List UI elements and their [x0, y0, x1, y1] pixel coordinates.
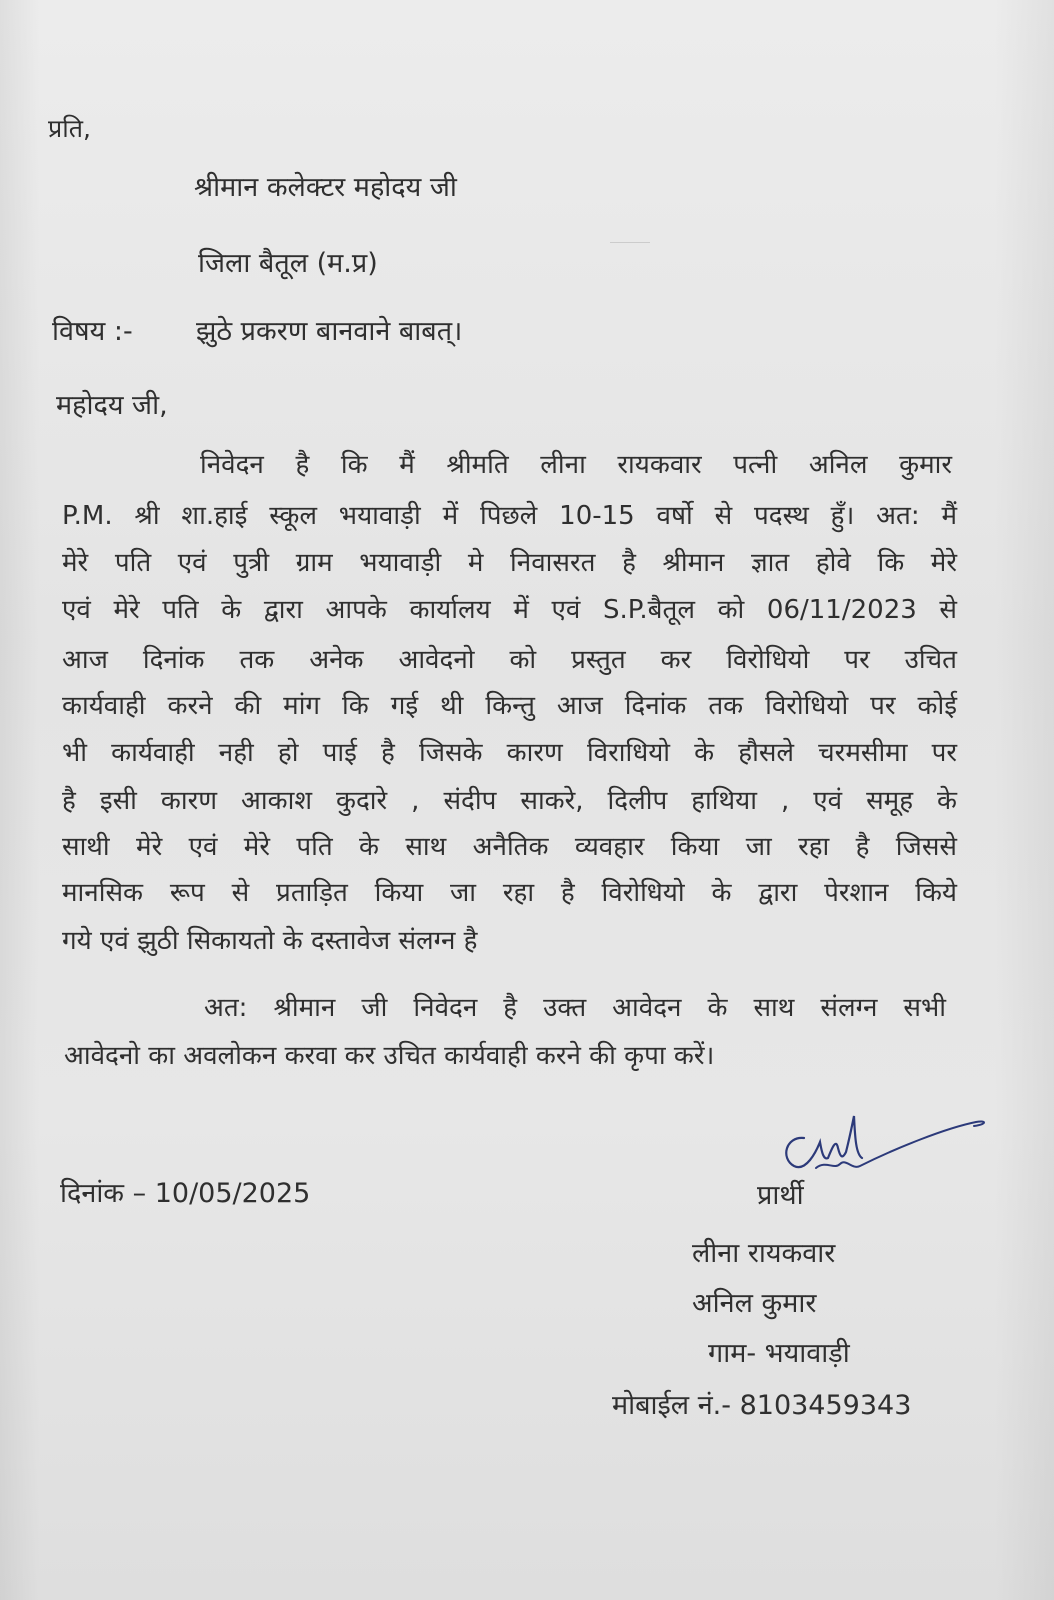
signature-scribble — [776, 1108, 1006, 1188]
date-label: दिनांक – 10/05/2025 — [60, 1178, 311, 1209]
faint-mark — [610, 242, 650, 243]
applicant-name-1: लीना रायकवार — [692, 1238, 836, 1269]
mobile-number: मोबाईल नं.- 8103459343 — [612, 1390, 912, 1421]
body-line: है इसी कारण आकाश कुदारे , संदीप साकरे, दिलीप हाथिया , एवं समूह के — [62, 786, 957, 816]
body-line: कार्यवाही करने की मांग कि गई थी किन्तु आज दिनांक तक विरोधियो पर कोई — [62, 691, 957, 721]
page-shadow-left — [0, 0, 40, 1600]
page-shadow-right — [994, 0, 1054, 1600]
body-line: P.M. श्री शा.हाई स्कूल भयावाड़ी में पिछले 10-15 वर्षो से पदस्थ हुँ। अत: मैं — [62, 501, 957, 531]
greeting: महोदय जी, — [56, 390, 168, 421]
closing-line: अत: श्रीमान जी निवेदन है उक्त आवेदन के साथ संलग्न सभी — [204, 993, 946, 1023]
body-line: गये एवं झुठी सिकायतो के दस्तावेज संलग्न है — [62, 926, 478, 956]
applicant-label: प्रार्थी — [757, 1180, 804, 1211]
salutation-to: प्रति, — [48, 114, 91, 143]
body-line: मानसिक रूप से प्रताड़ित किया जा रहा है विरोधियो के द्वारा पेरशान किये — [62, 878, 957, 908]
body-line: भी कार्यवाही नही हो पाई है जिसके कारण विराधियो के हौसले चरमसीमा पर — [62, 738, 957, 768]
body-line: साथी मेरे एवं मेरे पति के साथ अनैतिक व्यवहार किया जा रहा है जिससे — [62, 832, 957, 862]
village: गाम- भयावाड़ी — [708, 1338, 850, 1369]
applicant-name-2: अनिल कुमार — [692, 1288, 817, 1319]
closing-line: आवेदनो का अवलोकन करवा कर उचित कार्यवाही करने की कृपा करें। — [64, 1041, 715, 1071]
subject-label: विषय :- — [52, 316, 133, 347]
subject-text: झुठे प्रकरण बानवाने बाबत्। — [196, 316, 463, 347]
body-line: निवेदन है कि मैं श्रीमति लीना रायकवार पत्नी अनिल कुमार — [200, 450, 952, 480]
body-line: आज दिनांक तक अनेक आवेदनो को प्रस्तुत कर विरोधियो पर उचित — [62, 645, 957, 675]
body-line: मेरे पति एवं पुत्री ग्राम भयावाड़ी मे निवासरत है श्रीमान ज्ञात होवे कि मेरे — [62, 548, 957, 578]
recipient-title: श्रीमान कलेक्टर महोदय जी — [194, 172, 457, 203]
body-line: एवं मेरे पति के द्वारा आपके कार्यालय में एवं S.P.बैतूल को 06/11/2023 से — [62, 595, 957, 625]
recipient-place: जिला बैतूल (म.प्र) — [198, 248, 378, 279]
